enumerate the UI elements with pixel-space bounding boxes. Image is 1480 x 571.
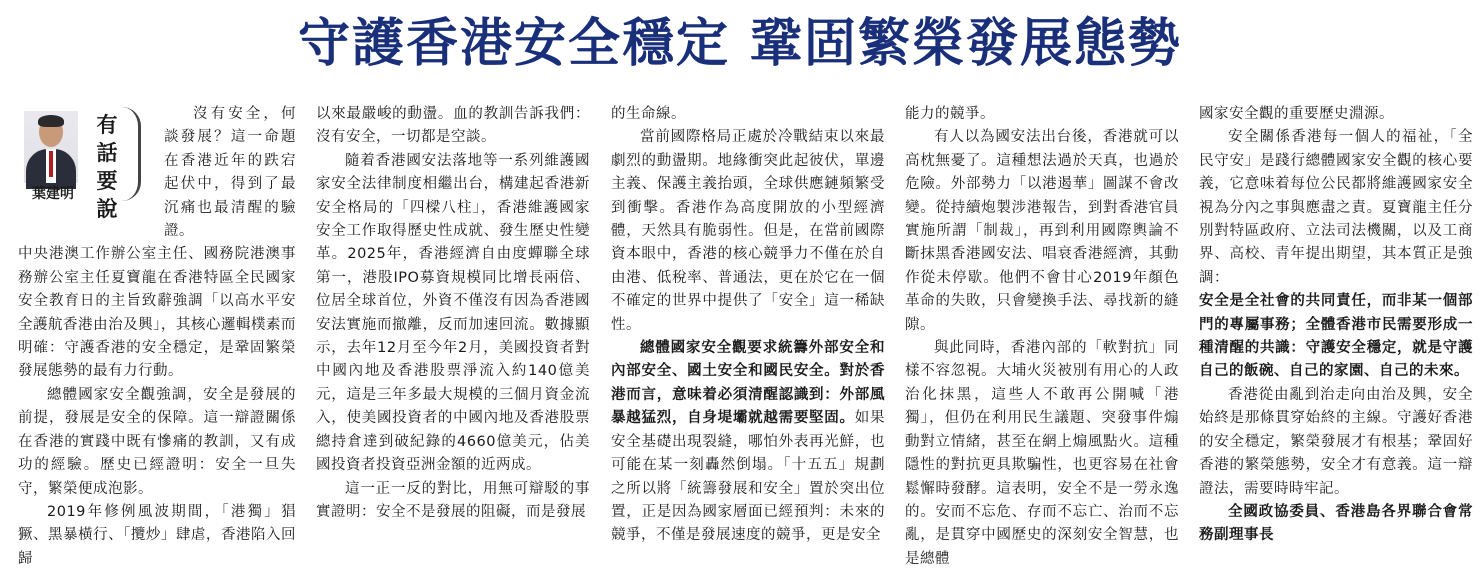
paragraph: 當前國際格局正處於冷戰結束以來最劇烈的動盪期。地緣衝突此起彼伏，單邊主義、保護主義抬頭，全球供應鏈頻繁受到衝擊。香港作為高度開放的小型經濟體，天然具有脆弱性。但是，在當前國際資本眼中，香港的核心競爭力不僅在於自由港、低稅率、普通法，更在於它在一個不確定的世界中提供了「安全」這一稀缺性。: [611, 129, 885, 333]
paragraph: 這一正一反的對比，用無可辯駁的事實證明：安全不是發展的阻礙，而是發展: [316, 480, 590, 520]
paragraph: 中央港澳工作辦公室主任、國務院港澳事務辦公室主任夏寶龍在香港特區全民國家安全教育日的主旨致辭強調「以高水平安全護航香港由治及興」，其核心邏輯樸素而明確：守護香港的安全穩定，是鞏固繁榮發展態勢的最有力行動。: [18, 246, 296, 380]
paragraph: 能力的競爭。: [905, 106, 995, 122]
paragraph: 的生命線。: [611, 106, 686, 122]
bold-emphasis: 總體國家安全觀要求統籌外部安全和內部安全、國土安全和國民安全。對於香港而言，意味着必須清醒認識到：外部風暴越猛烈，自身堤壩就越需要堅固。: [611, 340, 885, 427]
paragraph: 2019年修例風波期間，「港獨」猖獗、黑暴橫行、「攬炒」肆虐，香港陷入回歸: [18, 503, 296, 567]
paragraph: 以來最嚴峻的動盪。血的教訓告訴我們：沒有安全，一切都是空談。: [316, 106, 590, 146]
author-signature: 全國政協委員、香港島各界聯合會常務副理事長: [1199, 503, 1473, 544]
paragraph-bold: [1199, 290, 1473, 384]
paragraph-text: 如果安全基礎出現裂縫，哪怕外表再光鮮，也可能在某一刻轟然倒塌。「十五五」規劃之所以將「統籌發展和安全」置於突出位置，正是因為國家層面已經預判：未來的競爭，不僅是發展速度的競爭，更是安全: [611, 410, 886, 544]
paragraph: 與此同時，香港內部的「軟對抗」同樣不容忽視。大埔火災被別有用心的人政治化抹黑，這些人不敢再公開喊「港獨」，但仍在利用民生議題、突發事件煽動對立情緒，甚至在網上煽風點火。這種隱性的對抗更具欺騙性，也更容易在社會鬆懈時發酵。這表明，安全不是一勞永逸的。安而不忘危、存而不忘亡、治而不忘亂，是貫穿中國歷史的深刻安全智慧，也是總體: [905, 340, 1179, 567]
article-column-1: [18, 103, 296, 567]
article-column-3: [611, 103, 886, 544]
paragraph: 國家安全觀的重要歷史淵源。: [1199, 106, 1394, 122]
paragraph: 總體國家安全觀強調，安全是發展的前提，發展是安全的保障。這一辯證關係在香港的實踐中既有慘痛的教訓，又有成功的經驗。歷史已經證明：安全一旦失守，繁榮便成泡影。: [18, 386, 296, 497]
article-column-4: [905, 103, 1179, 567]
bold-emphasis: 安全是全社會的共同責任，而非某一個部門的專屬事務；全體香港市民需要形成一種清醒的共識：守護安全穩定，就是守護自己的飯碗、自己的家園、自己的未來。: [1199, 293, 1473, 380]
article-headline: 守護香港安全穩定 鞏固繁榮發展態勢: [297, 14, 1183, 74]
paragraph: [611, 337, 885, 548]
paragraph: 有人以為國安法出台後，香港就可以高枕無憂了。這種想法過於天真，也過於危險。外部勢力「以港遏華」圖謀不會改變。從持續炮製涉港報告，到對香港官員實施所謂「制裁」，再到利用國際輿論不斷抹黑香港國安法、唱衰香港經濟，其動作從未停歇。他們不會甘心2019年顏色革命的失敗，只會變換手法、尋找新的縫隙。: [905, 129, 1179, 333]
article-column-5: [1199, 103, 1473, 544]
column-title: 有話要說: [96, 112, 118, 221]
paragraph: 香港從由亂到治走向由治及興，安全始終是那條貫穿始終的主線。守護好香港的安全穩定，繁榮發展才有根基；鞏固好香港的繁榮態勢，安全才有意義。這一辯證法，需要時時牢記。: [1199, 386, 1473, 497]
article-column-2: [316, 103, 590, 520]
paragraph: 安全關係香港每一個人的福祉，「全民守安」是踐行總體國家安全觀的核心要義，它意味着每位公民都將維護國家安全視為分內之事與應盡之責。夏寶龍主任分別對特區政府、立法司法機關，以及工商界、高校、青年提出期望，其本質正是強調：: [1199, 129, 1473, 286]
paragraph: 隨着香港國安法落地等一系列維護國家安全法律制度相繼出台，構建起香港新安全格局的「四樑八柱」，香港維護國家安全工作取得歷史性成就、發生歷史性變革。2025年，香港經濟自由度蟬聯全球第一，港股IPO募資規模同比增長兩倍、位居全球首位，外資不僅沒有因為香港國安法實施而撤離，反而加速回流。數據顯示，去年12月至今年2月，美國投資者對中國內地及香港股票淨流入約140億美元，這是三年多最大規模的三個月資金流入，使美國投資者的中國內地及香港股票總持倉達到破紀錄的4660億美元，佔美國投資者投資亞洲金額的近两成。: [316, 152, 590, 474]
author-name: 葉建明: [32, 186, 74, 202]
paragraph-intro: 沒有安全，何談發展？這一命題在香港近年的跌宕起伏中，得到了最沉痛也最清醒的驗證。: [164, 106, 296, 240]
